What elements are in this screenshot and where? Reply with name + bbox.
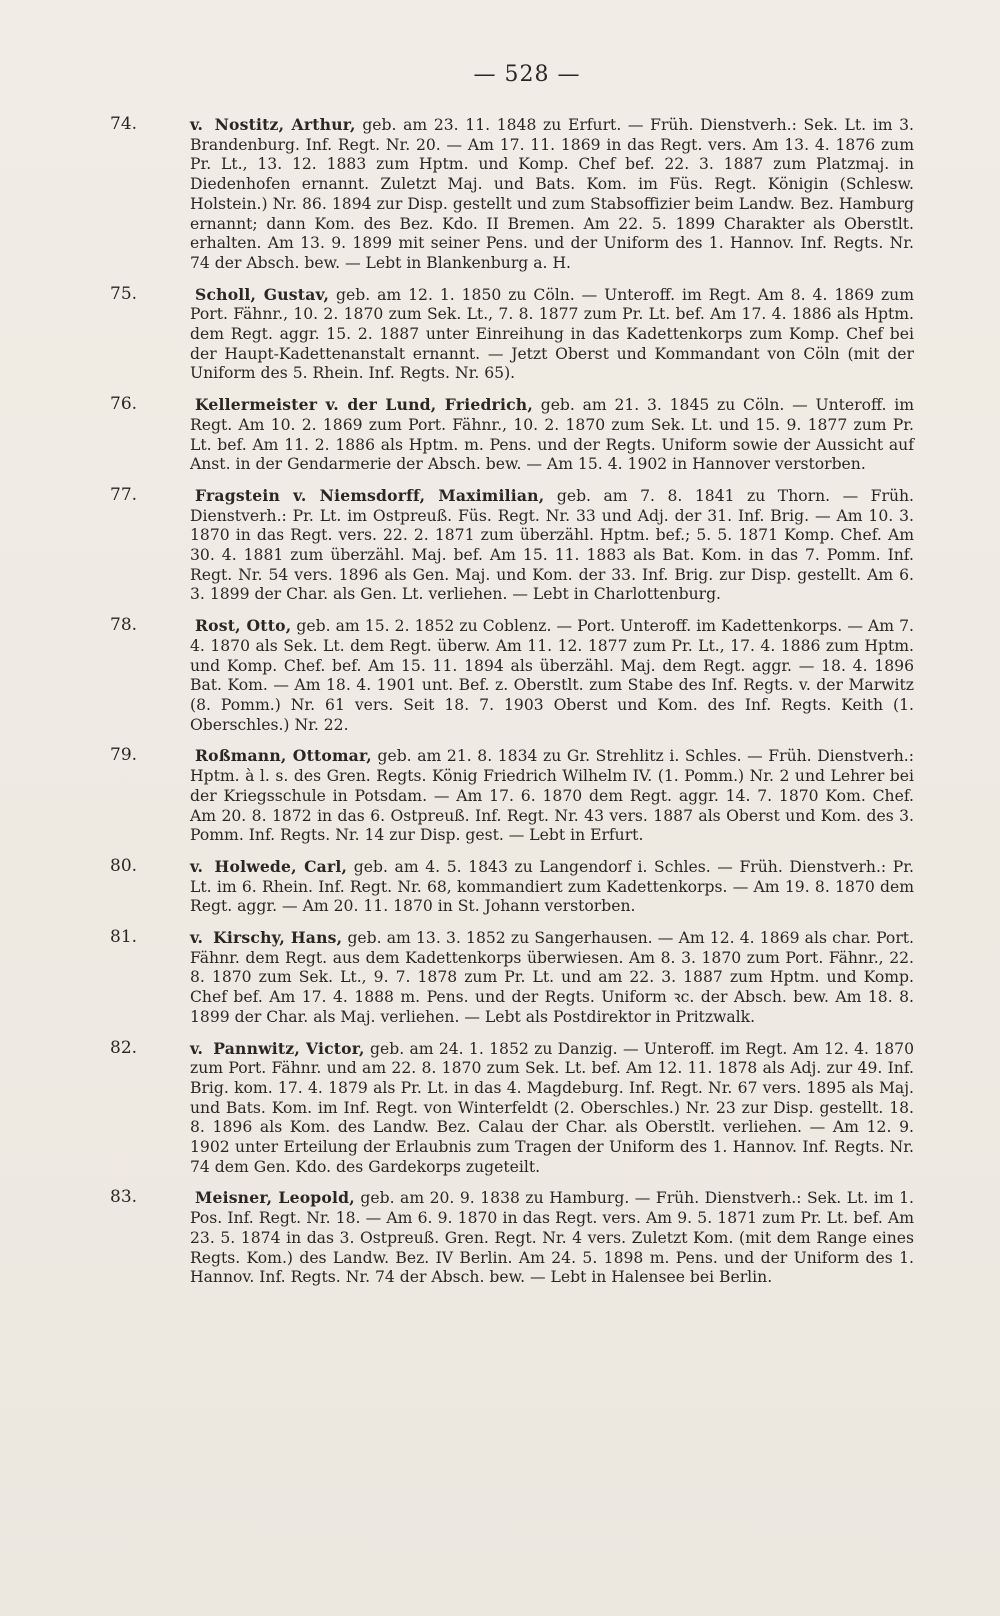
entry-number: 78.	[110, 615, 138, 636]
entry-text: geb. am 7. 8. 1841 zu Thorn. — Früh. Dienstverh.: Pr. Lt. im Ostpreuß. Füs. Regt. Nr. 33 und Adj. der 31. Inf. Brig. — Am 10. 3. 1870 in das Regt. vers. 22. 2. 1871 zum überzähl. Hptm. bef.; 5. 5. 1871 Komp. Chef. Am 30. 4. 1881 zum überzähl. Maj. bef. Am 15. 11. 1883 als Bat. Kom. in das 7. Pomm. Inf. Regt. Nr. 54 vers. 1896 als Gen. Maj. und Kom. der 33. Inf. Brig. zur Disp. gestellt. Am 6. 3. 1899 der Char. als Gen. Lt. verliehen. — Lebt in Charlottenburg.	[190, 486, 914, 604]
entry-name: Roßmann, Ottomar,	[195, 746, 372, 766]
entry-text: geb. am 15. 2. 1852 zu Coblenz. — Port. Unteroff. im Kadettenkorps. — Am 7. 4. 1870 als Sek. Lt. dem Regt. überw. Am 11. 12. 1877 zum Pr. Lt., 17. 4. 1886 zum Hptm. und Komp. Chef. bef. Am 15. 11. 1894 als überzähl. Maj. dem Regt. aggr. — 18. 4. 1896 Bat. Kom. — Am 18. 4. 1901 unt. Bef. z. Oberstlt. zum Stabe des Inf. Regts. v. der Marwitz (8. Pomm.) Nr. 61 vers. Seit 18. 7. 1903 Oberst und Kom. des Inf. Regts. Keith (1. Oberschles.) Nr. 22.	[190, 617, 914, 734]
entry-name: Meisner, Leopold,	[195, 1188, 355, 1208]
entry-name: Pannwitz, Victor,	[213, 1038, 365, 1058]
list-item	[110, 486, 914, 605]
list-item	[110, 746, 914, 846]
entry-number: 80.	[110, 855, 138, 876]
entry-prefix: v.	[190, 1038, 203, 1058]
entry-name: Kirschy, Hans,	[213, 928, 343, 948]
entry-name: Rost, Otto,	[195, 616, 292, 636]
entry-name: Fragstein v. Niemsdorff, Maximilian,	[195, 485, 545, 505]
entry-number: 76.	[110, 394, 138, 415]
entry-text: geb. am 23. 11. 1848 zu Erfurt. — Früh. Dienstverh.: Sek. Lt. im 3. Brandenburg. Inf. Regt. Nr. 20. — Am 17. 11. 1869 in das Regt. vers. Am 13. 4. 1876 zum Pr. Lt., 13. 12. 1883 zum Hptm. und Komp. Chef bef. 22. 3. 1887 zum Platzmaj. in Diedenhofen ernannt. Zuletzt Maj. und Bats. Kom. im Füs. Regt. Königin (Schlesw. Holstein.) Nr. 86. 1894 zur Disp. gestellt und zum Stabsoffizier beim Landw. Bez. Hamburg ernannt; dann Kom. des Bez. Kdo. II Bremen. Am 22. 5. 1899 Charakter als Oberstlt. erhalten. Am 13. 9. 1899 mit seiner Pens. und der Uniform des 1. Hannov. Inf. Regts. Nr. 74 der Absch. bew. — Lebt in Blankenburg a. H.	[190, 116, 915, 272]
entry-text: geb. am 4. 5. 1843 zu Langendorf i. Schles. — Früh. Dienstverh.: Pr. Lt. im 6. Rhein. Inf. Regt. Nr. 68, kommandiert zum Kadettenkorps. — Am 19. 8. 1870 dem Regt. aggr. — Am 20. 11. 1870 in St. Johann verstorben.	[190, 857, 914, 916]
list-item	[110, 616, 914, 735]
entry-number: 79.	[110, 745, 138, 766]
entry-number: 83.	[110, 1187, 138, 1208]
entry-text: geb. am 21. 8. 1834 zu Gr. Strehlitz i. Schles. — Früh. Dienstverh.: Hptm. à l. s. des Gren. Regts. König Friedrich Wilhelm IV. (1. Pomm.) Nr. 2 und Lehrer bei der Kriegsschule in Potsdam. — Am 17. 6. 1870 dem Regt. aggr. 14. 7. 1870 Kom. Chef. Am 20. 8. 1872 in das 6. Ostpreuß. Inf. Regt. Nr. 43 vers. 1887 als Oberst und Kom. des 3. Pomm. Inf. Regts. Nr. 14 zur Disp. gest. — Lebt in Erfurt.	[190, 747, 914, 845]
list-item	[110, 1039, 914, 1178]
list-item	[110, 395, 914, 475]
entry-number: 75.	[110, 283, 138, 304]
entry-name: Holwede, Carl,	[214, 856, 348, 876]
list-item	[110, 1188, 914, 1288]
list-item	[110, 115, 914, 274]
entry-name: Kellermeister v. der Lund, Friedrich,	[195, 395, 533, 415]
entry-name: Scholl, Gustav,	[195, 284, 330, 304]
entry-text: geb. am 24. 1. 1852 zu Danzig. — Unteroff. im Regt. Am 12. 4. 1870 zum Port. Fähnr. und am 22. 8. 1870 zum Sek. Lt. bef. Am 12. 11. 1878 als Adj. zur 49. Inf. Brig. kom. 17. 4. 1879 als Pr. Lt. in das 4. Magdeburg. Inf. Regt. Nr. 67 vers. 1895 als Maj. und Bats. Kom. im Inf. Regt. von Winterfeldt (2. Oberschles.) Nr. 23 zur Disp. gestellt. 18. 8. 1896 als Kom. des Landw. Bez. Calau der Char. als Oberstlt. verliehen. — Am 12. 9. 1902 unter Erteilung der Erlaubnis zum Tragen der Uniform des 1. Hannov. Inf. Regts. Nr. 74 dem Gen. Kdo. des Gardekorps zugeteilt.	[190, 1039, 914, 1176]
list-item	[110, 928, 914, 1028]
entry-number: 81.	[110, 927, 138, 948]
entry-prefix: v.	[190, 856, 203, 876]
entry-prefix: v.	[190, 115, 203, 134]
entry-text: geb. am 12. 1. 1850 zu Cöln. — Unteroff. im Regt. Am 8. 4. 1869 zum Port. Fähnr., 10. 2. 1870 zum Sek. Lt., 7. 8. 1877 zum Pr. Lt. bef. Am 17. 4. 1886 als Hptm. dem Regt. aggr. 15. 2. 1887 unter Einreihung in das Kadettenkorps zum Komp. Chef bei der Haupt-Kadettenanstalt ernannt. — Jetzt Oberst und Kommandant von Cöln (mit der Uniform des 5. Rhein. Inf. Regts. Nr. 65).	[190, 285, 914, 383]
entry-text: geb. am 20. 9. 1838 zu Hamburg. — Früh. Dienstverh.: Sek. Lt. im 1. Pos. Inf. Regt. Nr. 18. — Am 6. 9. 1870 in das Regt. vers. Am 9. 5. 1871 zum Pr. Lt. bef. Am 23. 5. 1874 in das 3. Ostpreuß. Gren. Regt. Nr. 4 vers. Zuletzt Kom. (mit dem Range eines Regts. Kom.) des Landw. Bez. IV Berlin. Am 24. 5. 1898 m. Pens. und der Uniform des 1. Hannov. Inf. Regts. Nr. 74 der Absch. bew. — Lebt in Halensee bei Berlin.	[190, 1189, 914, 1287]
list-item	[110, 857, 914, 917]
page-number: — 528 —	[473, 62, 581, 87]
entry-list	[110, 115, 914, 1288]
entry-number: 77.	[110, 484, 138, 505]
entry-name: Nostitz, Arthur,	[214, 115, 356, 134]
entry-number: 74.	[110, 114, 138, 134]
entry-prefix: v.	[190, 928, 203, 948]
entry-text: geb. am 13. 3. 1852 zu Sangerhausen. — Am 12. 4. 1869 als char. Port. Fähnr. dem Regt. aus dem Kadettenkorps überwiesen. Am 8. 3. 1870 zum Port. Fähnr., 22. 8. 1870 zum Sek. Lt., 9. 7. 1878 zum Pr. Lt. und am 22. 3. 1887 zum Hptm. und Komp. Chef bef. Am 17. 4. 1888 m. Pens. und der Regts. Uniform ꝛc. der Absch. bew. Am 18. 8. 1899 der Char. als Maj. verliehen. — Lebt als Postdirektor in Pritzwalk.	[190, 929, 914, 1026]
entry-text: geb. am 21. 3. 1845 zu Cöln. — Unteroff. im Regt. Am 10. 2. 1869 zum Port. Fähnr., 10. 2. 1870 zum Sek. Lt. und 15. 9. 1877 zum Pr. Lt. bef. Am 11. 2. 1886 als Hptm. m. Pens. und der Regts. Uniform sowie der Aussicht auf Anst. in der Gendarmerie der Absch. bew. — Am 15. 4. 1902 in Hannover verstorben.	[190, 396, 914, 474]
list-item	[110, 285, 914, 385]
entry-number: 82.	[110, 1037, 138, 1058]
